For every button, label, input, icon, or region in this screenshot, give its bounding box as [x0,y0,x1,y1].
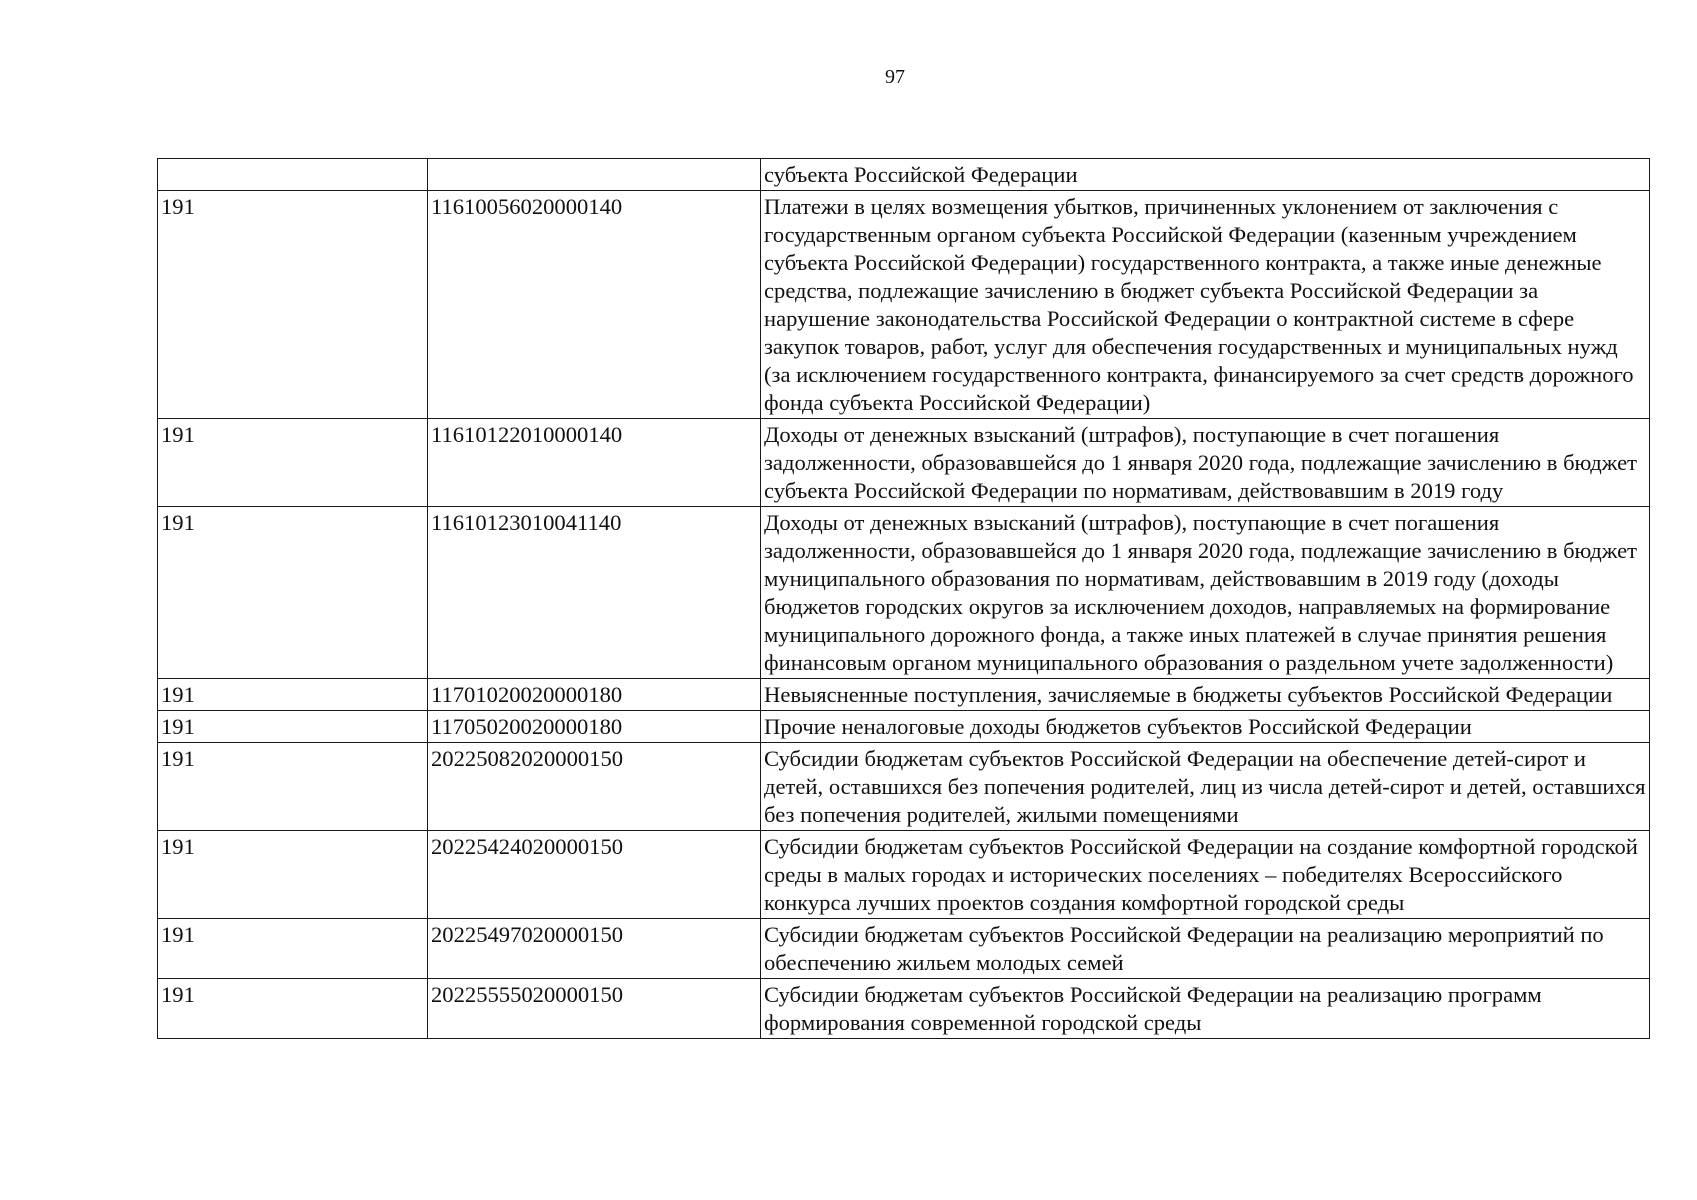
budget-code-cell [428,159,761,191]
table-row [158,159,1650,191]
income-name-cell: Субсидии бюджетам субъектов Российской Федерации на создание комфортной городской среды в малых городах и исторических поселениях – победителях Всероссийского конкурса лучших проектов создания комфортной городской среды [761,831,1650,919]
admin-code-cell: 191 [158,711,428,743]
table-row [158,191,1650,419]
budget-code-cell: 11610122010000140 [428,419,761,507]
table-row [158,743,1650,831]
budget-classification-table [157,158,1650,1039]
admin-code-cell: 191 [158,191,428,419]
income-name-cell: субъекта Российской Федерации [761,159,1650,191]
admin-code-cell: 191 [158,979,428,1039]
income-name-cell: Субсидии бюджетам субъектов Российской Федерации на реализацию программ формирования современной городской среды [761,979,1650,1039]
budget-code-cell: 20225497020000150 [428,919,761,979]
budget-code-cell: 11610056020000140 [428,191,761,419]
admin-code-cell [158,159,428,191]
budget-code-cell: 20225424020000150 [428,831,761,919]
income-name-cell: Доходы от денежных взысканий (штрафов), поступающие в счет погашения задолженности, образовавшейся до 1 января 2020 года, подлежащие зачислению в бюджет муниципального образования по нормативам, действовавшим в 2019 году (доходы бюджетов городских округов за исключением доходов, направляемых на формирование муниципального дорожного фонда, а также иных платежей в случае принятия решения финансовым органом муниципального образования о раздельном учете задолженности) [761,507,1650,679]
admin-code-cell: 191 [158,919,428,979]
table-row [158,831,1650,919]
budget-code-cell: 11610123010041140 [428,507,761,679]
income-name-cell: Субсидии бюджетам субъектов Российской Федерации на обеспечение детей-сирот и детей, оставшихся без попечения родителей, лиц из числа детей-сирот и детей, оставшихся без попечения родителей, жилыми помещениями [761,743,1650,831]
page-number: 97 [885,66,905,88]
admin-code-cell: 191 [158,419,428,507]
admin-code-cell: 191 [158,743,428,831]
income-name-cell: Прочие неналоговые доходы бюджетов субъектов Российской Федерации [761,711,1650,743]
table-row [158,419,1650,507]
income-name-cell: Платежи в целях возмещения убытков, причиненных уклонением от заключения с государственным органом субъекта Российской Федерации (казенным учреждением субъекта Российской Федерации) государственного контракта, а также иные денежные средства, подлежащие зачислению в бюджет субъекта Российской Федерации за нарушение законодательства Российской Федерации о контрактной системе в сфере закупок товаров, работ, услуг для обеспечения государственных и муниципальных нужд (за исключением государственного контракта, финансируемого за счет средств дорожного фонда субъекта Российской Федерации) [761,191,1650,419]
income-name-cell: Субсидии бюджетам субъектов Российской Федерации на реализацию мероприятий по обеспечению жильем молодых семей [761,919,1650,979]
income-name-cell: Доходы от денежных взысканий (штрафов), поступающие в счет погашения задолженности, образовавшейся до 1 января 2020 года, подлежащие зачислению в бюджет субъекта Российской Федерации по нормативам, действовавшим в 2019 году [761,419,1650,507]
table-row [158,679,1650,711]
income-name-cell: Невыясненные поступления, зачисляемые в бюджеты субъектов Российской Федерации [761,679,1650,711]
budget-code-cell: 20225555020000150 [428,979,761,1039]
table-row [158,711,1650,743]
admin-code-cell: 191 [158,679,428,711]
admin-code-cell: 191 [158,507,428,679]
budget-code-cell: 20225082020000150 [428,743,761,831]
table-row [158,919,1650,979]
table-row [158,979,1650,1039]
table-row [158,507,1650,679]
admin-code-cell: 191 [158,831,428,919]
budget-code-cell: 11705020020000180 [428,711,761,743]
budget-code-cell: 11701020020000180 [428,679,761,711]
